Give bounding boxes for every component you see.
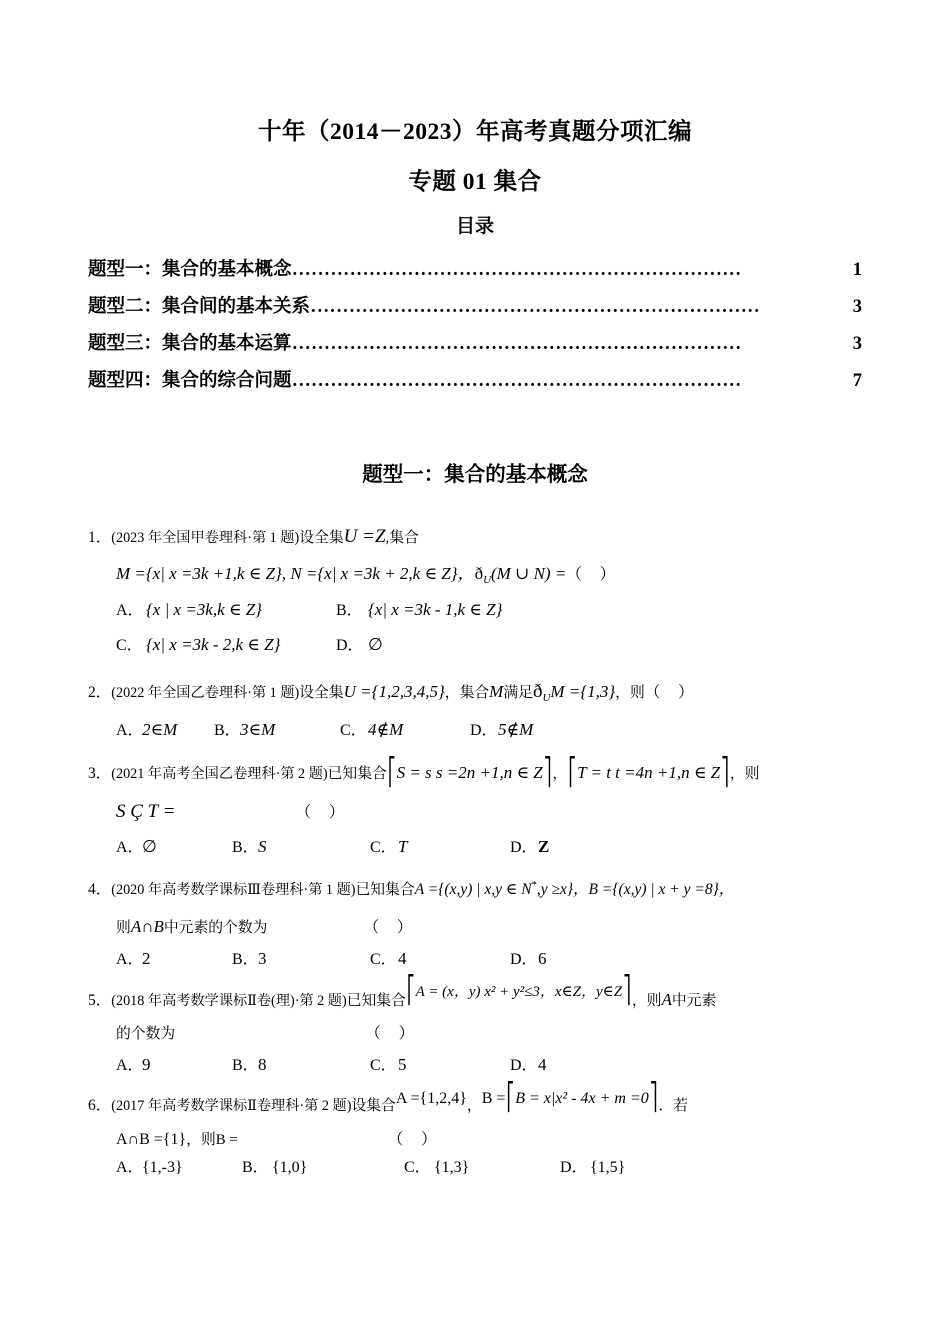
stem-text-suffix: ．若 (658, 1098, 689, 1115)
option-label-a: A． (116, 722, 144, 740)
answer-blank[interactable]: （ ） (644, 684, 701, 702)
stem-text: 设集合 (351, 1098, 396, 1115)
option-text-c[interactable]: 4 (398, 948, 407, 968)
question-5 (88, 976, 862, 1077)
set-definition-b-formula (481, 1083, 659, 1113)
question-source: (2018 年高考数学课标Ⅱ卷(理)·第 2 题) (111, 992, 347, 1009)
options-row (88, 1157, 862, 1179)
question-number: 2． (88, 684, 112, 702)
set-definition-b-prefix: B = (481, 1090, 506, 1108)
set-definition-a-formula (406, 976, 632, 1006)
stem-text-suffix: ，则 (729, 766, 760, 783)
question-2 (88, 679, 862, 742)
option-text-a[interactable]: ∅ (142, 837, 157, 857)
option-label-c: C． (404, 1159, 431, 1177)
complement-argument: (M ∪ N) = (491, 564, 567, 584)
stem-text-3: 满足 (503, 685, 533, 702)
option-text-d[interactable]: ∅ (368, 634, 383, 654)
option-text-b[interactable]: 8 (258, 1054, 267, 1074)
toc-heading: 目录 (455, 216, 494, 238)
line2-prefix: 则 (116, 919, 131, 936)
option-label-a: A． (116, 1056, 144, 1074)
stem-text: 已知集合 (355, 882, 415, 899)
option-text-b[interactable]: S (258, 837, 267, 857)
question-stem-line2 (88, 1024, 862, 1045)
option-text-a[interactable]: 2 (142, 948, 151, 968)
line2-text: 的个数为 (116, 1025, 176, 1042)
toc-leader-dots: ...................................................................... (292, 372, 743, 391)
answer-blank[interactable]: （ ） (566, 566, 623, 584)
stem-text-suffix: ，则 (631, 992, 662, 1009)
complement-icon: ð (532, 681, 543, 703)
option-label-c: C． (340, 722, 367, 740)
question-number: 1． (88, 528, 112, 546)
set-definition-s: S = s s =2n +1,n ∈ Z (396, 763, 543, 783)
toc-item-page: 7 (852, 371, 862, 392)
toc-item-4[interactable] (88, 372, 862, 391)
toc-item-label: 题型二：集合间的基本关系 (88, 297, 311, 318)
right-brace-icon: ⎤ (543, 758, 552, 788)
option-text-a[interactable]: {x | x =3k,k ∈ Z} (146, 600, 262, 620)
question-source: (2021 年高考全国乙卷理科·第 2 题) (111, 766, 328, 783)
set-definition-b: B ={(x,y) | x + y =8}， (588, 881, 735, 899)
toc-item-page: 3 (852, 334, 862, 355)
options-row (88, 1053, 862, 1077)
option-label-d: D． (336, 636, 364, 654)
option-text-d[interactable]: {1,5} (590, 1159, 626, 1177)
question-6 (88, 1083, 862, 1179)
question-source: (2017 年高考数学课标Ⅱ卷理科·第 2 题) (111, 1098, 352, 1115)
stem-comma: ， (552, 766, 568, 783)
question-stem (88, 1083, 862, 1117)
option-label-c: C． (116, 636, 143, 654)
option-label-a: A． (116, 839, 144, 857)
option-text-c[interactable]: T (398, 837, 408, 857)
toc-item-page: 1 (852, 260, 862, 281)
option-text-a[interactable]: {1,-3} (142, 1159, 183, 1177)
option-label-b: B． (232, 1056, 259, 1074)
left-brace-icon: ⎡ (387, 758, 396, 788)
toc-item-3[interactable] (88, 335, 862, 354)
set-definition-t: T = t t =4n +1,n ∈ Z (577, 763, 721, 783)
intersection-expression: A∩B ={1} (116, 1131, 187, 1149)
stem-text: 设全集 (299, 529, 344, 546)
set-definitions: M ={x| x =3k +1,k ∈ Z}, N ={x| x =3k + 2,k ∈ Z}， (116, 564, 475, 584)
option-label-d: D． (510, 839, 538, 857)
table-of-contents (88, 261, 862, 391)
question-stem-line2 (88, 1129, 862, 1151)
question-source: (2022 年全国乙卷理科·第 1 题) (111, 685, 300, 702)
answer-blank[interactable]: （ ） (387, 1131, 444, 1149)
question-stem (88, 758, 862, 788)
document-subtitle: 专题 01 集合 (408, 169, 542, 196)
document-title: 十年（2014－2023）年高考真题分项汇编 (258, 119, 692, 145)
stem-text-4: ，则 (615, 685, 645, 702)
stem-math-universe: U =Z (343, 525, 386, 547)
option-text-a[interactable]: 9 (142, 1054, 151, 1074)
toc-leader-dots: ...................................................................... (311, 298, 761, 317)
option-text-b[interactable]: 3∈M (240, 720, 276, 740)
option-label-b: B． (232, 950, 259, 968)
option-label-d: D． (560, 1159, 588, 1177)
option-text-d[interactable]: 5∉M (498, 720, 534, 740)
question-list (88, 524, 862, 1180)
line2-suffix: ，则B = (186, 1132, 238, 1149)
option-label-d: D． (470, 722, 498, 740)
option-label-b: B． (336, 602, 363, 620)
set-definition-b: B = x|x² - 4x + m =0 (515, 1090, 649, 1108)
option-label-d: D． (510, 950, 538, 968)
option-label-d: D． (510, 1056, 538, 1074)
complement-subscript: U (483, 574, 492, 587)
option-text-d[interactable]: Z (538, 837, 550, 857)
option-label-a: A． (116, 950, 144, 968)
option-text-a[interactable]: 2∈M (142, 720, 178, 740)
section-heading: 题型一：集合的基本概念 (362, 464, 588, 487)
set-definition-a: A ={(x,y) | x,y ∈ N (414, 881, 532, 899)
question-stem (88, 679, 862, 706)
options-row (88, 718, 862, 742)
stem-math-universe: U ={1,2,3,4,5} (343, 682, 445, 702)
complement-subscript: U (542, 692, 551, 705)
answer-blank[interactable]: （ ） (365, 1024, 422, 1042)
right-brace-icon: ⎤ (649, 1083, 658, 1113)
options-row (88, 835, 862, 859)
option-label-a: A． (116, 1159, 144, 1177)
question-stem-line2 (88, 916, 862, 939)
stem-text: 已知集合 (327, 766, 387, 783)
option-text-d[interactable]: 6 (538, 948, 547, 968)
question-number: 3． (88, 765, 112, 783)
stem-math-m: M (489, 682, 504, 702)
option-text-c[interactable]: 5 (398, 1054, 407, 1074)
question-1 (88, 524, 862, 657)
option-text-c[interactable]: {x| x =3k - 2,k ∈ Z} (146, 634, 281, 654)
stem-comma: ， (466, 1098, 482, 1115)
options-row (88, 598, 862, 622)
option-text-b[interactable]: {x| x =3k - 1,k ∈ Z} (368, 600, 503, 620)
option-text-b[interactable]: {1,0} (272, 1159, 308, 1177)
toc-leader-dots: ...................................................................... (292, 261, 743, 280)
question-stem-line2 (88, 563, 862, 588)
option-text-c[interactable]: {1,3} (434, 1159, 470, 1177)
intersection-expression: S Ç T = (116, 801, 176, 823)
set-definition-a-formula (396, 1088, 467, 1110)
question-number: 6． (88, 1097, 112, 1115)
stem-text-suffix: ,集合 (385, 529, 419, 546)
stem-text-2: ，集合 (444, 685, 490, 702)
question-3 (88, 758, 862, 859)
options-row (88, 947, 862, 971)
option-label-b: B． (214, 722, 241, 740)
complement-icon: ð (474, 564, 484, 584)
superscript-star: * (531, 880, 537, 892)
option-label-b: B． (242, 1159, 269, 1177)
question-stem (88, 524, 862, 550)
answer-blank[interactable]: （ ） (363, 918, 420, 936)
left-brace-icon: ⎡ (506, 1083, 515, 1113)
toc-item-label: 题型三：集合的基本运算 (88, 334, 292, 355)
line2-suffix: 中元素的个数为 (163, 919, 268, 936)
option-label-b: B． (232, 839, 259, 857)
intersection-expression: A∩B (130, 916, 164, 936)
complement-argument: M ={1,3} (550, 682, 616, 702)
answer-blank[interactable]: （ ） (295, 804, 352, 822)
question-source: (2023 年全国甲卷理科·第 1 题) (111, 529, 300, 546)
question-4 (88, 879, 862, 970)
toc-item-page: 3 (852, 297, 862, 318)
left-brace-icon: ⎡ (568, 758, 577, 788)
question-stem-line2 (88, 799, 862, 825)
right-brace-icon: ⎤ (721, 758, 729, 788)
options-row (88, 633, 862, 657)
toc-item-label: 题型一：集合的基本概念 (88, 260, 292, 281)
stem-text-suffix-3: 中元素 (671, 992, 717, 1009)
option-label-c: C． (370, 839, 397, 857)
question-stem (88, 976, 862, 1012)
option-label-c: C． (370, 950, 397, 968)
stem-math-a: A (661, 989, 672, 1009)
question-number: 5． (88, 991, 112, 1009)
option-text-b[interactable]: 3 (258, 948, 267, 968)
question-source: (2020 年高考数学课标Ⅲ卷理科·第 1 题) (111, 882, 356, 899)
toc-item-1[interactable] (88, 261, 862, 280)
stem-text: 设全集 (299, 685, 344, 702)
option-label-a: A． (116, 602, 144, 620)
set-definition-a: A = (x，y) x² + y²≤3，x∈Z，y∈Z (415, 983, 623, 1000)
option-text-c[interactable]: 4∉M (368, 720, 404, 740)
option-label-c: C． (370, 1056, 397, 1074)
right-brace-icon: ⎤ (623, 976, 631, 1006)
question-number: 4． (88, 881, 112, 899)
question-stem (88, 879, 862, 901)
toc-leader-dots: ...................................................................... (292, 335, 743, 354)
toc-item-2[interactable] (88, 298, 862, 317)
set-definition-a: A ={1,2,4} (395, 1090, 467, 1108)
option-text-d[interactable]: 4 (538, 1054, 547, 1074)
set-definition-a-rest: ,y ≥x}， (536, 881, 589, 899)
left-brace-icon: ⎡ (406, 976, 415, 1006)
toc-item-label: 题型四：集合的综合问题 (88, 371, 292, 392)
stem-text: 已知集合 (346, 992, 406, 1009)
